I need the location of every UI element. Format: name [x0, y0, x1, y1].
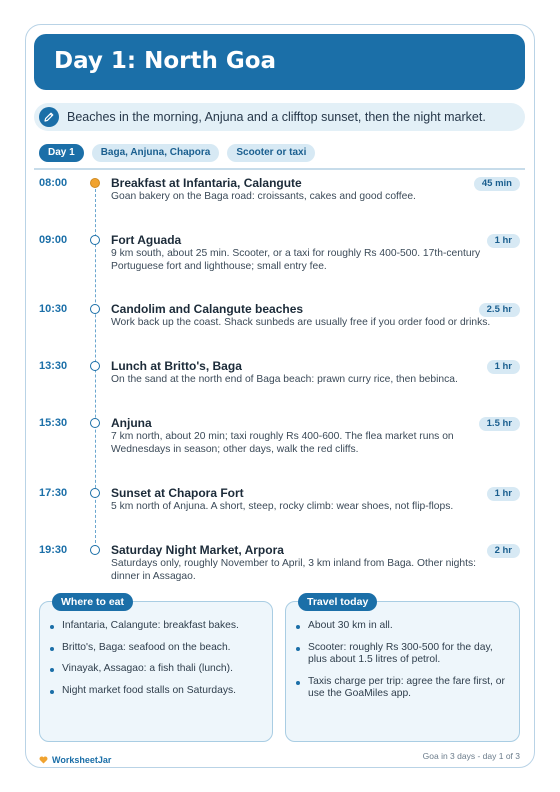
timeline-dot-icon	[90, 235, 100, 245]
duration-badge: 1.5 hr	[479, 417, 520, 431]
list-item: Britto's, Baga: seafood on the beach.	[50, 642, 262, 655]
item-time: 10:30	[39, 303, 68, 315]
travel-today-box	[285, 596, 520, 742]
list-item: Infantaria, Calangute: breakfast bakes.	[50, 620, 262, 633]
day-pill: Day 1	[39, 144, 84, 162]
duration-badge: 1 hr	[487, 360, 520, 374]
page-info: Goa in 3 days - day 1 of 3	[422, 751, 520, 761]
title-banner	[34, 34, 525, 90]
item-description: 7 km north, about 20 min; taxi roughly Rs 400-600. The flea market runs on Wednesdays in season; other days, walk the red cliffs.	[111, 431, 454, 455]
transport-pill: Scooter or taxi	[227, 144, 315, 162]
travel-today-list	[296, 620, 509, 710]
timeline-dot-icon	[90, 304, 100, 314]
divider	[34, 168, 525, 170]
where-to-eat-title: Where to eat	[52, 593, 133, 611]
item-title: Candolim and Calangute beaches	[111, 302, 304, 316]
places-pill: Baga, Anjuna, Chapora	[92, 144, 220, 162]
item-description: On the sand at the north end of Baga beach: prawn curry rice, then bebinca.	[111, 374, 458, 385]
timeline-dot-icon	[90, 545, 100, 555]
item-description: Work back up the coast. Shack sunbeds are usually free if you order food or drinks.	[111, 317, 491, 328]
heart-icon	[39, 751, 48, 769]
where-to-eat-box	[39, 596, 273, 742]
item-time: 17:30	[39, 487, 68, 499]
item-title: Breakfast at Infantaria, Calangute	[111, 176, 302, 190]
duration-badge: 2.5 hr	[479, 303, 520, 317]
duration-badge: 1 hr	[487, 234, 520, 248]
where-to-eat-list	[50, 620, 262, 706]
duration-badge: 1 hr	[487, 487, 520, 501]
list-item: Scooter: roughly Rs 300-500 for the day, plus about 1.5 litres of petrol.	[296, 642, 509, 667]
item-description: 5 km north of Anjuna. A short, steep, rocky climb: wear shoes, not flip-flops.	[111, 501, 454, 512]
item-title: Lunch at Britto's, Baga	[111, 359, 242, 373]
item-time: 15:30	[39, 417, 68, 429]
item-description: Goan bakery on the Baga road: croissants, cakes and good coffee.	[111, 191, 416, 202]
item-time: 08:00	[39, 177, 68, 189]
list-item: Night market food stalls on Saturdays.	[50, 685, 262, 698]
footer-brand	[39, 751, 111, 769]
duration-badge: 45 min	[474, 177, 520, 191]
list-item: About 30 km in all.	[296, 620, 509, 633]
pencil-icon	[39, 107, 59, 127]
list-item: Vinayak, Assagao: a fish thali (lunch).	[50, 663, 262, 676]
item-title: Sunset at Chapora Fort	[111, 486, 244, 500]
intro-text: Beaches in the morning, Anjuna and a clifftop sunset, then the night market.	[67, 110, 486, 124]
timeline-dot-icon	[90, 361, 100, 371]
duration-badge: 2 hr	[487, 544, 520, 558]
intro-bar	[34, 103, 525, 131]
brand-name: WorksheetJar	[52, 755, 112, 765]
timeline-dot-icon	[90, 418, 100, 428]
item-title: Anjuna	[111, 416, 152, 430]
item-title: Saturday Night Market, Arpora	[111, 543, 284, 557]
page-title: Day 1: North Goa	[54, 48, 277, 74]
timeline-dot-icon	[90, 488, 100, 498]
item-title: Fort Aguada	[111, 233, 182, 247]
item-time: 09:00	[39, 234, 68, 246]
list-item: Taxis charge per trip: agree the fare first, or use the GoaMiles app.	[296, 676, 509, 701]
item-description: 9 km south, about 25 min. Scooter, or a taxi for roughly Rs 400-500. 17th-century Portuguese fort and lighthouse; small entry fee.	[111, 248, 481, 272]
tag-row	[39, 144, 315, 162]
item-description: Saturdays only, roughly November to April, 3 km inland from Baga. Other nights: dinner in Assagao.	[111, 558, 476, 582]
item-time: 13:30	[39, 360, 68, 372]
travel-today-title: Travel today	[298, 593, 377, 611]
timeline-dot-icon	[90, 178, 100, 188]
item-time: 19:30	[39, 544, 68, 556]
